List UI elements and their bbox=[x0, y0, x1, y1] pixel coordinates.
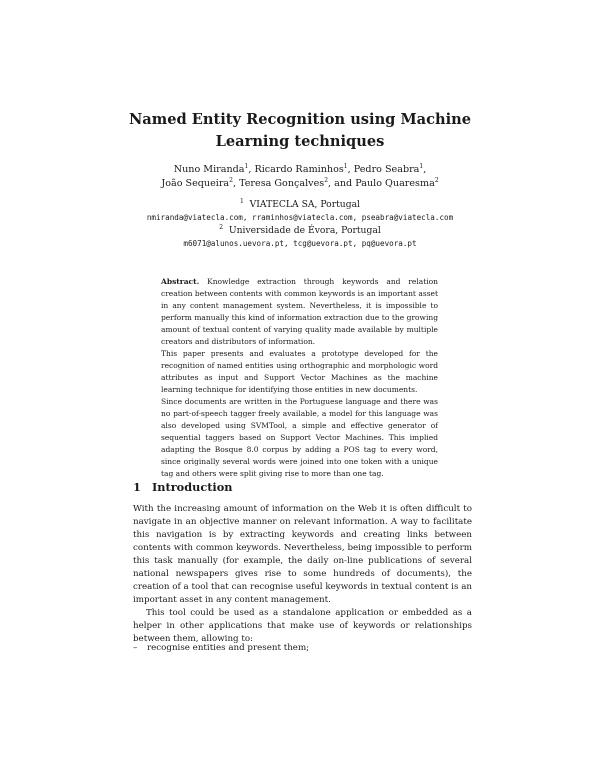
author-name: Teresa Gonçalves bbox=[239, 178, 325, 189]
section-title: Introduction bbox=[152, 480, 233, 494]
author-line-2: João Sequeira$^2$, Teresa Gonçalves$^2$, and Paulo Quaresma$^2$ bbox=[161, 176, 439, 189]
section-number: 1 bbox=[133, 480, 141, 494]
affiliation-2 bbox=[0, 224, 600, 250]
body-paragraph-2: This tool could be used as a standalone application or embedded as a helper in other applications that make use of keywords or relationships between them, allowing to: bbox=[133, 608, 472, 644]
affiliation-marker: 2 bbox=[219, 223, 224, 231]
author-name: Pedro Seabra bbox=[353, 164, 420, 175]
affiliation-1 bbox=[0, 198, 600, 224]
author-name: and Paulo Quaresma bbox=[334, 178, 435, 189]
abstract-paragraph-2: This paper presents and evaluates a prototype developed for the recognition of named entities using orthographic and morphologic word attributes as input and Support Vector Machines as the machine learning technique for identifying those entities in new documents. bbox=[161, 349, 438, 394]
author-name: Nuno Miranda bbox=[173, 164, 245, 175]
abstract-text: Knowledge extraction through keywords and relation creation between contents with common keywords is an important asset in any content management system. Nevertheless, it is impossible to perform manually this kind of information extraction due to the growing amount of textual content of varying quality made available by multiple creators and distributors of information. bbox=[161, 277, 438, 346]
title-line-2: Learning techniques bbox=[215, 133, 385, 150]
affiliation-marker: 1 bbox=[419, 162, 424, 170]
section-body bbox=[133, 503, 472, 646]
affiliation-marker: 2 bbox=[324, 176, 329, 184]
abstract-label: Abstract. bbox=[161, 277, 200, 286]
affiliation-marker: 1 bbox=[244, 162, 249, 170]
list-marker: – bbox=[133, 643, 138, 653]
section-heading bbox=[133, 480, 232, 494]
affiliation-name: Universidade de Évora, Portugal bbox=[228, 225, 381, 236]
affiliation-emails[interactable]: m6071@alunos.uevora.pt, tcg@uevora.pt, pq@uevora.pt bbox=[183, 239, 417, 248]
body-paragraph-1: With the increasing amount of information on the Web it is often difficult to navigate in an objective manner on relevant information. A way to facilitate this navigation is by extracting keywords and creating links between contents with common keywords. Nevertheless, being impossible to perform this task manually (for example, the daily on-line publications of several national newspapers gives rise to some hundreds of documents), the creation of a tool that can recognise useful keywords in textual content is an important asset in any content management. bbox=[133, 504, 472, 605]
title-line-1: Named Entity Recognition using Machine bbox=[128, 111, 472, 128]
list-item-text: recognise entities and present them; bbox=[147, 643, 310, 653]
bullet-list bbox=[133, 642, 472, 655]
author-name: Ricardo Raminhos bbox=[254, 164, 344, 175]
author-list bbox=[0, 163, 600, 191]
affiliation-marker: 1 bbox=[343, 162, 348, 170]
affiliation-marker: 1 bbox=[240, 197, 244, 205]
affiliation-marker: 2 bbox=[229, 176, 233, 184]
list-item bbox=[133, 642, 472, 655]
abstract-paragraph-1 bbox=[161, 276, 438, 348]
affiliation-marker: 2 bbox=[434, 176, 439, 184]
paper-title bbox=[0, 109, 600, 153]
abstract-paragraph-3: Since documents are written in the Portuguese language and there was no part-of-speech tagger freely available, a model for this language was also developed using SVMTool, a simple and effective generator of sequential taggers based on Support Vector Machines. This implied adapting the Bosque 8.0 corpus by adding a POS tag to every word, since originally several words were joined into one token with a unique tag and others were split giving rise to more than one tag. bbox=[161, 397, 438, 478]
author-name: João Sequeira bbox=[161, 178, 230, 189]
abstract bbox=[161, 276, 438, 480]
affiliation-emails[interactable]: nmiranda@viatecla.com, rraminhos@viatecla.com, pseabra@viatecla.com bbox=[146, 213, 454, 222]
author-line-1: Nuno Miranda$^1$, Ricardo Raminhos$^1$, Pedro Seabra$^1$, bbox=[173, 162, 427, 175]
affiliation-name: VIATECLA SA, Portugal bbox=[249, 199, 360, 210]
